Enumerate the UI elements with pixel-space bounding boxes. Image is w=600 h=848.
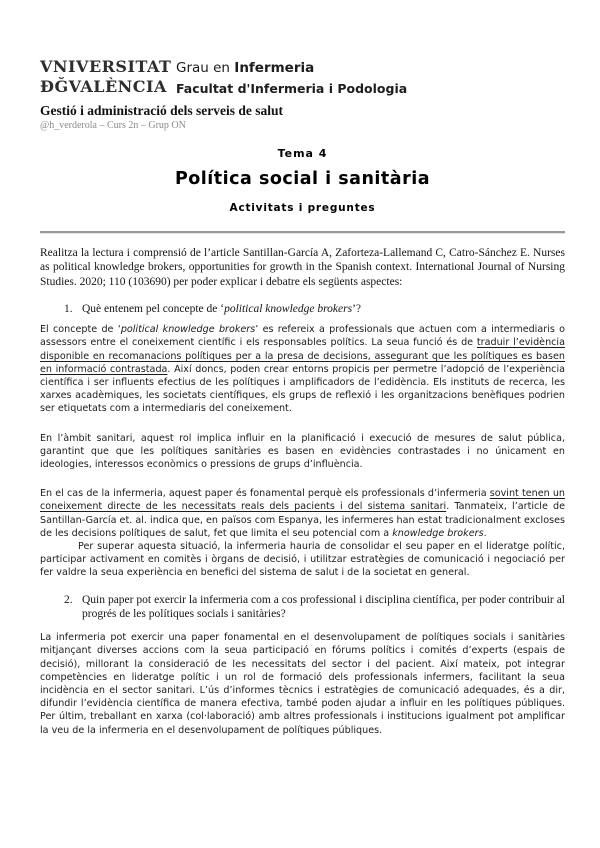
question-2-text: Quin paper pot exercir la infermeria com a cos professional i disciplina científica, per poder contribuir al progrés de les polítiques socials i sanitàries? — [82, 593, 565, 620]
question-2 — [40, 593, 565, 622]
answer-1-paragraph-2: En l’àmbit sanitari, aquest rol implica influir en la planificació i execució de mesures de salut pública, garantint que que les polítiques sanitàries es basen en evidències contrastades i no únicament en ideologies, interessos econòmics o pressions de grups d’influència. — [40, 432, 565, 471]
question-2-number: 2. — [64, 593, 73, 606]
divider-rule — [40, 231, 565, 234]
course-title: Gestió i administració dels serveis de salut — [40, 103, 283, 118]
answer-1-paragraph-4: Per superar aquesta situació, la infermeria hauria de consolidar el seu paper en el lideratge polític, participar activament en comitès i òrgans de decisió, i utilitzar estratègies de comunicació i negociació per fer valdre la seua experiència en benefici del sistema de salut i de la societat en general. — [40, 541, 565, 579]
tema-label: Tema 4 — [277, 147, 328, 160]
intro-paragraph: Realitza la lectura i comprensió de l’article Santillan-García A, Zaforteza-Lallemand C, Catro-Sánchez E. Nurses as political knowledge brokers, opportunities for growth in the Spanish context. International Journal of Nursing Studies. 2020; 110 (103690) per poder explicar i debatre els següents aspectes: — [40, 247, 565, 288]
degree-prefix: Grau en — [176, 60, 235, 76]
degree-name: Infermeria — [234, 60, 315, 76]
document-header — [40, 57, 565, 98]
degree-block — [176, 57, 407, 98]
logo-line-1: VNIVERSITAT — [40, 57, 172, 76]
university-logo — [40, 57, 173, 97]
answer-1-paragraph-3: En el cas de la infermeria, aquest paper és fonamental perquè els professionals d’infermeria sovint tenen un coneixement directe de les necessitats reals dels pacients i del sistema sanitari. Tanmateix, l’article de Santillan-García et. al. indica que, en països com Espanya, les infermeres han estat tradicionalment excloses de les decisions polítiques de salut, fet que limita el seu potencial com a knowledge brokers. — [40, 488, 566, 539]
answer-1-paragraph-1: El concepte de ‘political knowledge brokers’ es refereix a professionals que actuen com a intermediaris o assessors entre el coneixement científic i els responsables polítics. La seua funció és de traduir l’evidència disponible en recomanacions polítiques per a la presa de decisions, assegurant que les polítiques es basen en informació contrastada. Així doncs, poden crear entorns propicis per permetre l’adopció de l’experiència científica i ser influents efectius de les polítiques i amplificadors de l’edidència. Els instituts de recerca, les xarxes acadèmiques, les societats científiques, els grups de reflexió i les organitzacions benèfiques podrien ser etiquetats com a intermediaris del coneixement. — [40, 324, 565, 415]
logo-line-2: ĐĞVALÈNCIA — [40, 77, 167, 96]
question-1-text: Què entenem pel concepte de ‘political knowledge brokers’? — [82, 302, 361, 315]
answer-2-paragraph: La infermeria pot exercir una paper fonamental en el desenvolupament de polítiques socials i sanitàries mitjançant diverses accions com la seua participació en fórums polítics i comités d’experts (espais de decisió), millorant la consideració de les necessitats del sector i del pacient. Així mateix, pot integrar competències en lideratge polític i un rol de formació dels professionals infermers, facilitant la seua incidència en el sector sanitari. L’ús d’informes tècnics i estratègies de comunicació adequades, és a dir, difundir l’evidència científica de manera efectiva, també poden ajudar a influir en les polítiques públiques. Per últim, treballant en xarxa (col·laboració) amb altres professionals i institucions igualment pot amplificar la veu de la infermeria en el desenvolupament de polítiques públiques. — [40, 632, 565, 736]
degree-title — [176, 58, 407, 79]
page-title: Política social i sanitària — [174, 169, 431, 189]
faculty-name: Facultat d'Infermeria i Podologia — [176, 81, 408, 96]
question-1-number: 1. — [64, 302, 73, 315]
course-meta: @h_verderola – Curs 2n – Grup ON — [40, 120, 186, 131]
question-1 — [40, 302, 565, 316]
doc-subtitle: Activitats i preguntes — [229, 202, 376, 214]
